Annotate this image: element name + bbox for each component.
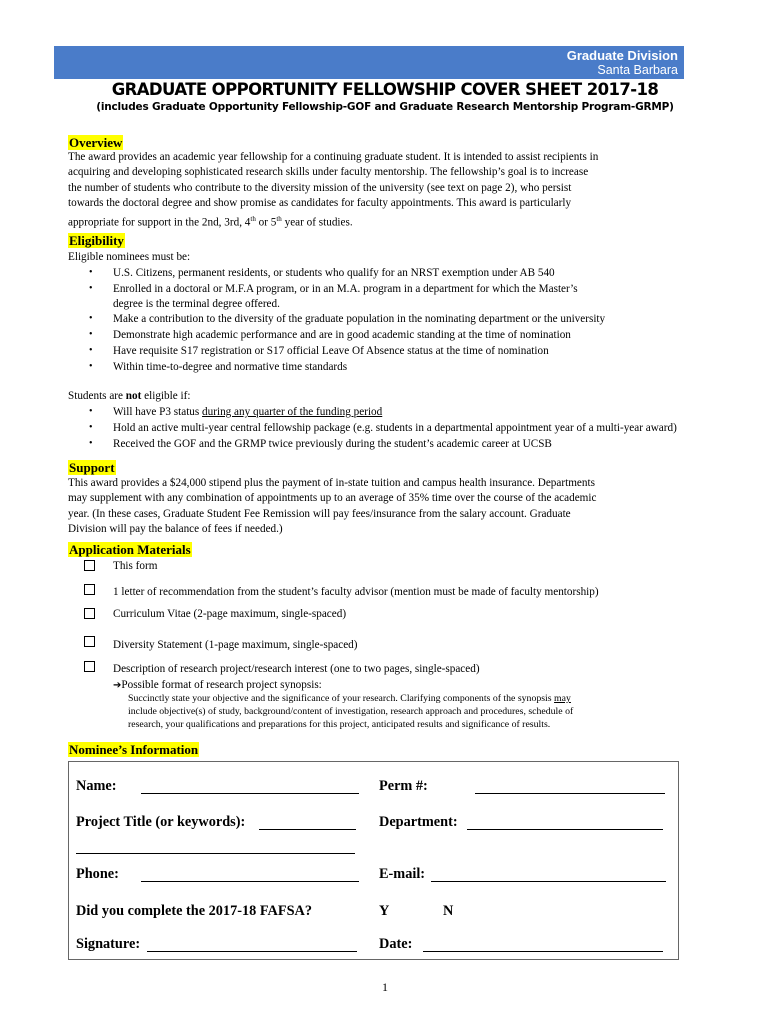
- eligibility-item-continued: degree is the terminal degree offered.: [113, 298, 280, 310]
- eligibility-item: Enrolled in a doctoral or M.F.A program, or in an M.A. program in a department for which the Master’s: [113, 283, 578, 295]
- department-label: Department:: [379, 814, 458, 830]
- email-label: E-mail:: [379, 866, 426, 882]
- fafsa-yes-option[interactable]: Y: [379, 903, 390, 919]
- material-item: This form: [113, 560, 158, 572]
- overview-paragraph: [68, 150, 678, 231]
- eligibility-item: Within time-to-degree and normative time standards: [113, 361, 348, 373]
- date-label: Date:: [379, 936, 413, 952]
- material-item: 1 letter of recommendation from the student’s faculty advisor (mention must be made of faculty mentorship): [113, 586, 599, 598]
- overview-line: appropriate for support in the 2nd, 3rd, 4th or 5th year of studies.: [68, 214, 353, 229]
- support-line: year. (In these cases, Graduate Student Fee Remission will pay fees/insurance from the salary account. Graduate: [68, 507, 571, 520]
- material-item: Diversity Statement (1-page maximum, single-spaced): [113, 639, 358, 651]
- fafsa-question: Did you complete the 2017-18 FAFSA?: [76, 903, 313, 919]
- department-field[interactable]: [467, 829, 663, 830]
- bullet-icon: •: [89, 283, 93, 294]
- org-campus: Santa Barbara: [597, 63, 678, 77]
- phone-label: Phone:: [76, 866, 119, 882]
- bullet-icon: •: [89, 422, 93, 433]
- project-title-label: Project Title (or keywords):: [76, 814, 246, 830]
- header-banner: [54, 46, 684, 79]
- synopsis-line: Succinctly state your objective and the significance of your research. Clarifying components of the synopsis may: [128, 693, 571, 704]
- eligibility-item: Make a contribution to the diversity of the graduate population in the nominating department or the university: [113, 313, 606, 325]
- project-title-field-line-2[interactable]: [76, 853, 355, 854]
- material-item: Curriculum Vitae (2-page maximum, single-spaced): [113, 608, 347, 620]
- eligibility-item: U.S. Citizens, permanent residents, or students who qualify for an NRST exemption under AB 540: [113, 267, 555, 279]
- not-eligible-item: Received the GOF and the GRMP twice previously during the student’s academic career at UCSB: [113, 438, 552, 450]
- perm-label: Perm #:: [379, 778, 428, 794]
- bullet-icon: •: [89, 329, 93, 340]
- support-line: may supplement with any combination of appointments up to an average of 35% time over the course of the academic: [68, 492, 597, 505]
- page-subtitle: (includes Graduate Opportunity Fellowship-GOF and Graduate Research Mentorship Program-GRMP): [96, 101, 674, 113]
- name-field[interactable]: [141, 793, 359, 794]
- eligibility-heading: Eligibility: [69, 233, 124, 248]
- overview-line: towards the doctoral degree and show promise as candidates for faculty appointments. This award is particularly: [68, 197, 572, 210]
- overview-line: The award provides an academic year fellowship for a continuing graduate student. It is intended to assist recipients in: [68, 151, 599, 163]
- checkbox-this-form[interactable]: [84, 560, 95, 571]
- checkbox-diversity-statement[interactable]: [84, 636, 95, 647]
- bullet-icon: •: [89, 345, 93, 356]
- arrow-right-icon: ➔: [113, 680, 122, 691]
- not-eligible-item: Hold an active multi-year central fellowship package (e.g. students in a departmental appointment year of a multi-year award): [113, 422, 677, 434]
- bullet-icon: •: [89, 438, 93, 449]
- bullet-icon: •: [89, 267, 93, 278]
- eligibility-item: Have requisite S17 registration or S17 official Leave Of Absence status at the time of nomination: [113, 345, 549, 357]
- support-paragraph: [68, 476, 678, 538]
- not-eligible-intro: Students are not eligible if:: [68, 390, 191, 402]
- overview-line: the number of students who contribute to the diversity mission of the university (see text on page 2), who persist: [68, 181, 572, 194]
- perm-field[interactable]: [475, 793, 665, 794]
- material-item: Description of research project/research interest (one to two pages, single-spaced): [113, 663, 480, 675]
- overview-line: acquiring and developing sophisticated research skills under faculty mentorship. The fellowship’s goal is to increase: [68, 166, 589, 179]
- nominee-information-box: [68, 761, 679, 960]
- not-eligible-item: Will have P3 status during any quarter of the funding period: [113, 406, 383, 418]
- phone-field[interactable]: [141, 881, 359, 882]
- date-field[interactable]: [423, 951, 663, 952]
- bullet-icon: •: [89, 361, 93, 372]
- org-name: Graduate Division: [566, 48, 678, 63]
- fafsa-no-option[interactable]: N: [443, 903, 454, 919]
- application-materials-heading: Application Materials: [69, 542, 191, 557]
- page-title: GRADUATE OPPORTUNITY FELLOWSHIP COVER SHEET 2017-18: [111, 80, 659, 99]
- email-field[interactable]: [431, 881, 666, 882]
- eligibility-item: Demonstrate high academic performance and are in good academic standing at the time of nomination: [113, 329, 571, 341]
- bullet-icon: •: [89, 406, 93, 417]
- overview-heading: Overview: [69, 135, 123, 150]
- synopsis-title: ➔Possible format of research project synopsis:: [113, 679, 322, 691]
- support-line: Division will pay the balance of fees if needed.): [68, 523, 283, 536]
- page-number: 1: [382, 980, 388, 994]
- checkbox-recommendation-letter[interactable]: [84, 584, 95, 595]
- project-title-field[interactable]: [259, 829, 356, 830]
- support-heading: Support: [69, 460, 115, 475]
- nominee-information-heading: Nominee’s Information: [69, 742, 199, 757]
- signature-label: Signature:: [76, 936, 141, 952]
- checkbox-research-description[interactable]: [84, 661, 95, 672]
- bullet-icon: •: [89, 313, 93, 324]
- signature-field[interactable]: [147, 951, 357, 952]
- synopsis-line: research, your qualifications and preparations for this project, anticipated results and significance of results.: [128, 719, 551, 730]
- support-line: This award provides a $24,000 stipend plus the payment of in-state tuition and campus health insurance. Departments: [68, 477, 595, 489]
- checkbox-cv[interactable]: [84, 608, 95, 619]
- synopsis-line: include objective(s) of study, background/content of investigation, research approach and procedures, schedule of: [128, 706, 574, 717]
- eligibility-intro: Eligible nominees must be:: [68, 251, 191, 263]
- name-label: Name:: [76, 778, 117, 794]
